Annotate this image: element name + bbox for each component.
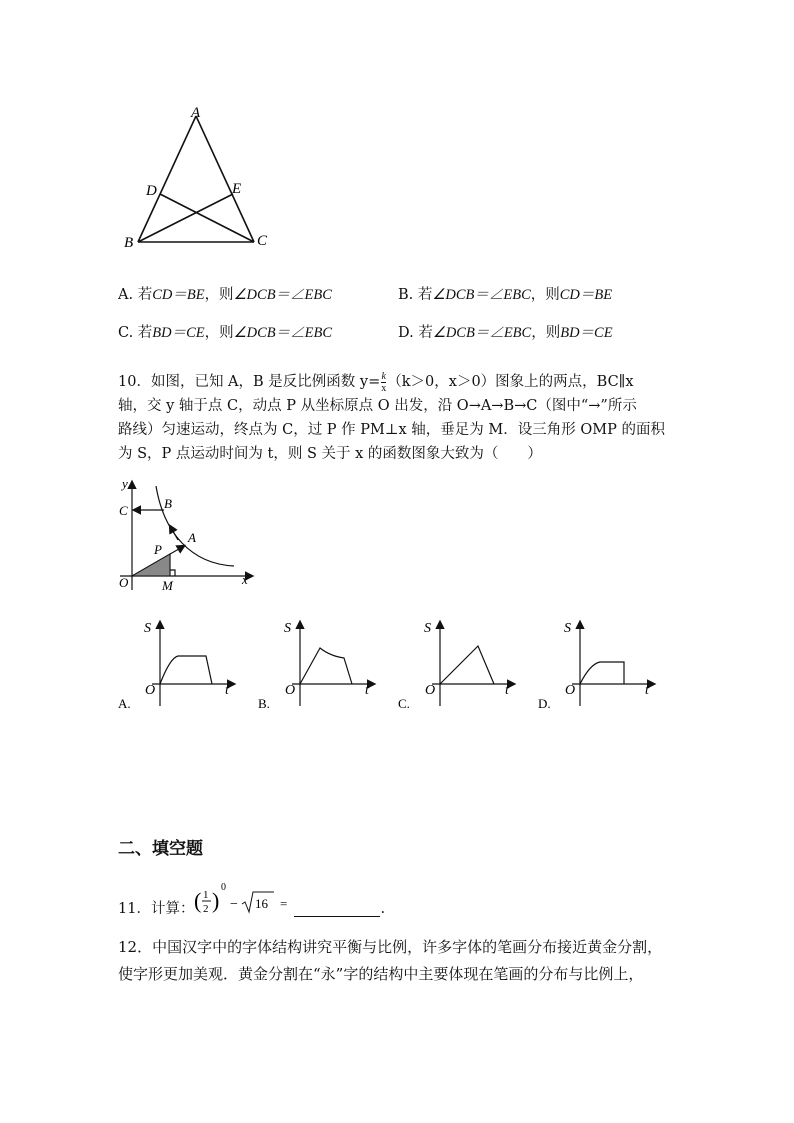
graph-option-letter: B. <box>258 696 270 711</box>
q10-graph-b <box>252 614 382 714</box>
option-mid: ，则 <box>204 325 234 341</box>
q9-option-d <box>398 326 613 341</box>
label-x: x <box>242 572 248 587</box>
minus-sign: − <box>230 897 239 912</box>
label-a: A <box>188 530 196 545</box>
graph-label-o: O <box>145 683 156 698</box>
triangle-figure <box>110 98 290 258</box>
equals-sign: = <box>280 896 288 911</box>
option-condition: BD＝CE <box>152 325 205 341</box>
vertex-label-c: C <box>257 233 268 249</box>
option-condition: ∠DCB＝∠EBC <box>432 325 532 341</box>
q11-end: . <box>380 900 386 917</box>
graph-curve <box>160 656 212 684</box>
segment-cd <box>160 194 254 242</box>
q9-option-b <box>398 288 612 303</box>
section-heading: 二、填空题 <box>118 839 203 859</box>
q9-option-c <box>118 326 332 341</box>
arrow-a-to-b <box>170 526 178 540</box>
q12-line-1: 12．中国汉字中的字体结构讲究平衡与比例，许多字体的笔画分布接近黄金分割， <box>118 938 663 956</box>
q10-line-1-pre: 10．如图，已知 A，B 是反比例函数 y= <box>118 374 381 390</box>
left-paren: ( <box>194 888 202 913</box>
inverse-function-fraction <box>381 371 386 394</box>
option-conclusion: ∠DCB＝∠EBC <box>233 325 333 341</box>
option-conclusion: CD＝BE <box>559 287 613 303</box>
label-c: C <box>119 503 128 518</box>
fraction-numerator: k <box>381 370 386 382</box>
q12-text <box>118 934 662 988</box>
graph-label-o: O <box>425 683 436 698</box>
label-o: O <box>119 575 129 590</box>
graph-option-letter: C. <box>398 696 410 711</box>
option-pre: 若 <box>417 287 433 303</box>
graph-curve <box>440 646 494 684</box>
q10-graph-a <box>112 614 242 714</box>
half-numerator: 1 <box>203 889 209 901</box>
q10-graph-c <box>392 614 522 714</box>
side-ab <box>138 116 196 242</box>
q11-line <box>118 880 385 920</box>
vertex-label-e: E <box>232 181 242 197</box>
label-p: P <box>154 542 162 557</box>
q11-prefix: 11．计算： <box>118 900 195 917</box>
q10-text <box>118 370 665 466</box>
right-angle-mark <box>170 570 175 576</box>
q10-line-2: 轴，交 y 轴于点 C，动点 P 从坐标原点 O 出发，沿 O→A→B→C（图中“→”所示 <box>118 398 637 414</box>
option-condition: CD＝BE <box>152 287 205 303</box>
graph-label-s: S <box>564 621 571 636</box>
option-pre: 若 <box>137 325 153 341</box>
exponent: 0 <box>221 882 227 893</box>
option-mid: ，则 <box>531 325 561 341</box>
q12-line-2: 使字形更加美观．黄金分割在“永”字的结构中主要体现在笔画的分布与比例上， <box>118 965 644 983</box>
label-y: y <box>122 476 128 491</box>
graph-label-s: S <box>284 621 291 636</box>
label-m: M <box>162 578 173 593</box>
q11-expression <box>194 880 294 920</box>
q10-line-3: 路线）匀速运动，终点为 C，过 P 作 PM⊥x 轴，垂足为 M．设三角形 OMP 的面积 <box>118 422 665 438</box>
graph-option-letter: D. <box>538 696 551 711</box>
graph-label-o: O <box>285 683 296 698</box>
graph-label-t: t <box>225 683 229 698</box>
vertex-label-b: B <box>124 235 134 251</box>
q9-option-a <box>118 288 332 303</box>
graph-curve <box>580 662 624 684</box>
option-conclusion: ∠DCB＝∠EBC <box>233 287 332 303</box>
graph-label-s: S <box>144 621 151 636</box>
option-pre: 若 <box>418 325 433 341</box>
q10-line-1 <box>118 370 665 394</box>
vertex-label-d: D <box>146 183 157 199</box>
graph-option-letter: A. <box>118 696 131 711</box>
graph-label-t: t <box>365 683 369 698</box>
graph-label-t: t <box>645 683 649 698</box>
option-mid: ，则 <box>530 287 560 303</box>
q10-line-4: 为 S，P 点运动时间为 t，则 S 关于 x 的函数图象大致为（ ） <box>118 446 542 462</box>
triangle-omp-shaded <box>132 554 170 576</box>
option-letter: D. <box>398 325 414 341</box>
option-letter: B. <box>398 287 414 303</box>
option-mid: ，则 <box>204 287 234 303</box>
answer-blank[interactable] <box>294 902 380 917</box>
option-pre: 若 <box>137 287 153 303</box>
segment-be <box>138 194 233 242</box>
q10-coordinate-figure <box>112 474 262 594</box>
graph-curve <box>300 648 352 684</box>
vertex-label-a: A <box>191 105 201 121</box>
graph-label-o: O <box>565 683 576 698</box>
radicand: 16 <box>255 896 269 911</box>
side-ac <box>196 116 254 242</box>
half-denominator: 2 <box>203 903 209 915</box>
option-letter: C. <box>118 325 134 341</box>
option-conclusion: BD＝CE <box>560 325 613 341</box>
fraction-denominator: x <box>381 382 387 394</box>
label-b: B <box>164 496 172 511</box>
graph-label-s: S <box>424 621 431 636</box>
option-letter: A. <box>118 287 134 303</box>
right-paren: ) <box>212 888 220 913</box>
option-condition: ∠DCB＝∠EBC <box>432 287 531 303</box>
graph-label-t: t <box>505 683 509 698</box>
q10-graph-d <box>532 614 662 714</box>
q10-line-1-post: （k＞0，x＞0）图象上的两点，BC∥x <box>387 374 634 390</box>
